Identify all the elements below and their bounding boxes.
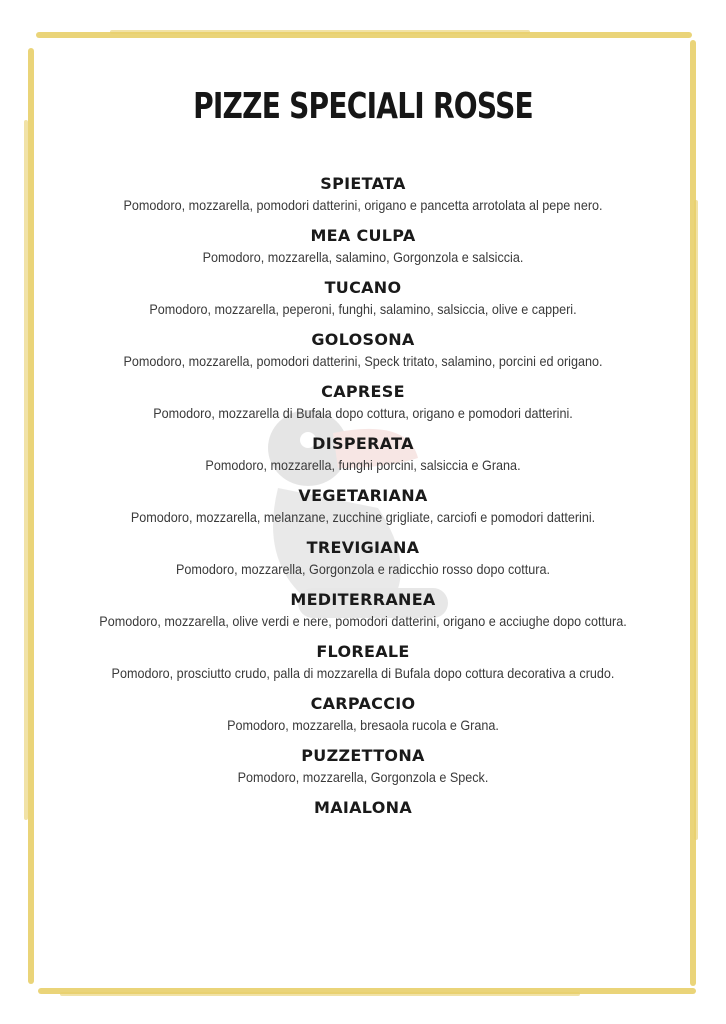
menu-item xyxy=(0,380,726,432)
pizza-name: DISPERATA xyxy=(312,434,414,453)
pizza-ingredients: Pomodoro, mozzarella, Gorgonzola e radicchio rosso dopo cottura. xyxy=(175,561,551,577)
pizza-menu-list xyxy=(0,172,726,848)
pizza-name: TUCANO xyxy=(324,278,402,297)
pizza-ingredients: Pomodoro, mozzarella, salamino, Gorgonzola e salsiccia. xyxy=(202,249,524,265)
menu-item xyxy=(0,432,726,484)
pizza-name: TREVIGIANA xyxy=(306,538,420,557)
menu-item xyxy=(0,484,726,536)
pizza-name: PUZZETTONA xyxy=(301,746,425,765)
pizza-name: MEDITERRANEA xyxy=(290,590,436,609)
pizza-ingredients: Pomodoro, mozzarella, olive verdi e nere, pomodori datterini, origano e acciughe dopo cottura. xyxy=(99,613,627,629)
menu-item xyxy=(0,276,726,328)
pizza-ingredients: Pomodoro, mozzarella, funghi porcini, salsiccia e Grana. xyxy=(205,457,521,473)
menu-item xyxy=(0,692,726,744)
menu-item xyxy=(0,172,726,224)
menu-item xyxy=(0,224,726,276)
menu-item xyxy=(0,536,726,588)
pizza-ingredients xyxy=(36,820,689,838)
menu-item xyxy=(0,796,726,848)
pizza-ingredients: Pomodoro, mozzarella, Gorgonzola e Speck. xyxy=(237,769,489,785)
menu-item xyxy=(0,328,726,380)
pizza-name: FLOREALE xyxy=(316,642,410,661)
pizza-name: CAPRESE xyxy=(321,382,405,401)
pizza-ingredients: Pomodoro, mozzarella, bresaola rucola e Grana. xyxy=(227,717,499,733)
page-title: PIZZE SPECIALI ROSSE xyxy=(193,86,533,127)
pizza-ingredients: Pomodoro, mozzarella di Bufala dopo cottura, origano e pomodori datterini. xyxy=(153,405,573,421)
menu-item xyxy=(0,640,726,692)
pizza-name: MEA CULPA xyxy=(310,226,416,245)
pizza-ingredients: Pomodoro, mozzarella, melanzane, zucchine grigliate, carciofi e pomodori datterini. xyxy=(130,509,596,525)
pizza-ingredients: Pomodoro, mozzarella, peperoni, funghi, salamino, salsiccia, olive e capperi. xyxy=(149,301,577,317)
pizza-name: VEGETARIANA xyxy=(298,486,428,505)
pizza-ingredients: Pomodoro, mozzarella, pomodori datterini, Speck tritato, salamino, porcini ed origano. xyxy=(123,353,603,369)
pizza-ingredients: Pomodoro, mozzarella, pomodori datterini, origano e pancetta arrotolata al pepe nero. xyxy=(123,197,603,213)
menu-item xyxy=(0,588,726,640)
pizza-name: CARPACCIO xyxy=(310,694,416,713)
menu-item xyxy=(0,744,726,796)
pizza-ingredients: Pomodoro, prosciutto crudo, palla di mozzarella di Bufala dopo cottura decorativa a crudo. xyxy=(111,665,615,681)
pizza-name: GOLOSONA xyxy=(311,330,415,349)
border-bottom-stroke xyxy=(60,992,580,996)
pizza-name: MAIALONA xyxy=(313,798,413,817)
pizza-name: SPIETATA xyxy=(320,174,406,193)
border-top-stroke xyxy=(110,30,530,34)
